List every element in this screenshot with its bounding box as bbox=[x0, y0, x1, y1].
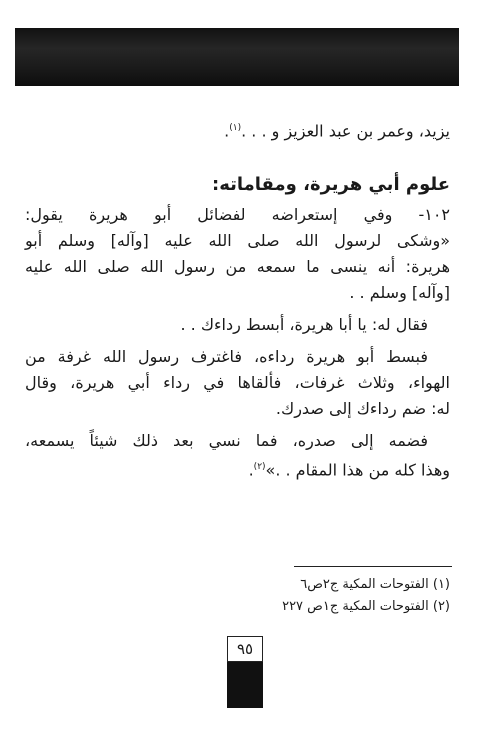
footnote-ref-2: (٢) bbox=[253, 462, 266, 473]
footnote-1: (١) الفتوحات المكية ج٢ص٦ bbox=[300, 577, 450, 592]
paragraph-1-line-4: [وآله] وسلم . . bbox=[349, 283, 450, 303]
paragraph-4-text: وهذا كله من هذا المقام . .» bbox=[265, 460, 450, 480]
paragraph-3-line-3: له: ضم رداءك إلى صدرك. bbox=[275, 399, 450, 419]
header-bar bbox=[15, 28, 459, 86]
intro-line: يزيد، وعمر بن عبد العزيز و . . .$^{(١)}$. bbox=[224, 121, 450, 141]
section-heading: علوم أبي هريرة، ومقاماته: bbox=[212, 174, 450, 196]
footnote-ref-1: (١) bbox=[229, 123, 242, 133]
paragraph-2: فقال له: يا أبا هريرة، أبسط رداءك . . bbox=[180, 315, 428, 335]
paragraph-4-line-2: وهذا كله من هذا المقام . .»$^{(٢)}$. bbox=[248, 460, 450, 480]
page-footer-block bbox=[227, 662, 263, 708]
paragraph-3-line-1: فبسط أبو هريرة رداءه، فاغترف رسول الله غرفة من bbox=[25, 347, 428, 367]
paragraph-1-line-2: «وشكى لرسول الله صلى الله عليه [وآله] وسلم أبو bbox=[25, 231, 450, 251]
page-body bbox=[25, 115, 450, 484]
footnote-2: (٢) الفتوحات المكية ج١ص ٢٢٧ bbox=[282, 599, 450, 614]
footnote-divider bbox=[294, 566, 452, 567]
footnotes bbox=[282, 574, 450, 618]
intro-text: يزيد، وعمر بن عبد العزيز و . . . bbox=[241, 121, 450, 141]
paragraph-1-line-3: هريرة: أنه ينسى ما سمعه من رسول الله صلى الله عليه bbox=[25, 257, 450, 277]
paragraph-3-line-2: الهواء، وثلاث غرفات، فألقاها في رداء أبي هريرة، وقال bbox=[25, 373, 450, 393]
page-number: ٩٥ bbox=[227, 636, 263, 662]
paragraph-4-line-1: فضمه إلى صدره، فما نسي بعد ذلك شيئاً يسمعه، bbox=[25, 431, 428, 451]
paragraph-1-line-1: ١٠٢- وفي إستعراضه لفضائل أبو هريرة يقول: bbox=[25, 205, 450, 225]
